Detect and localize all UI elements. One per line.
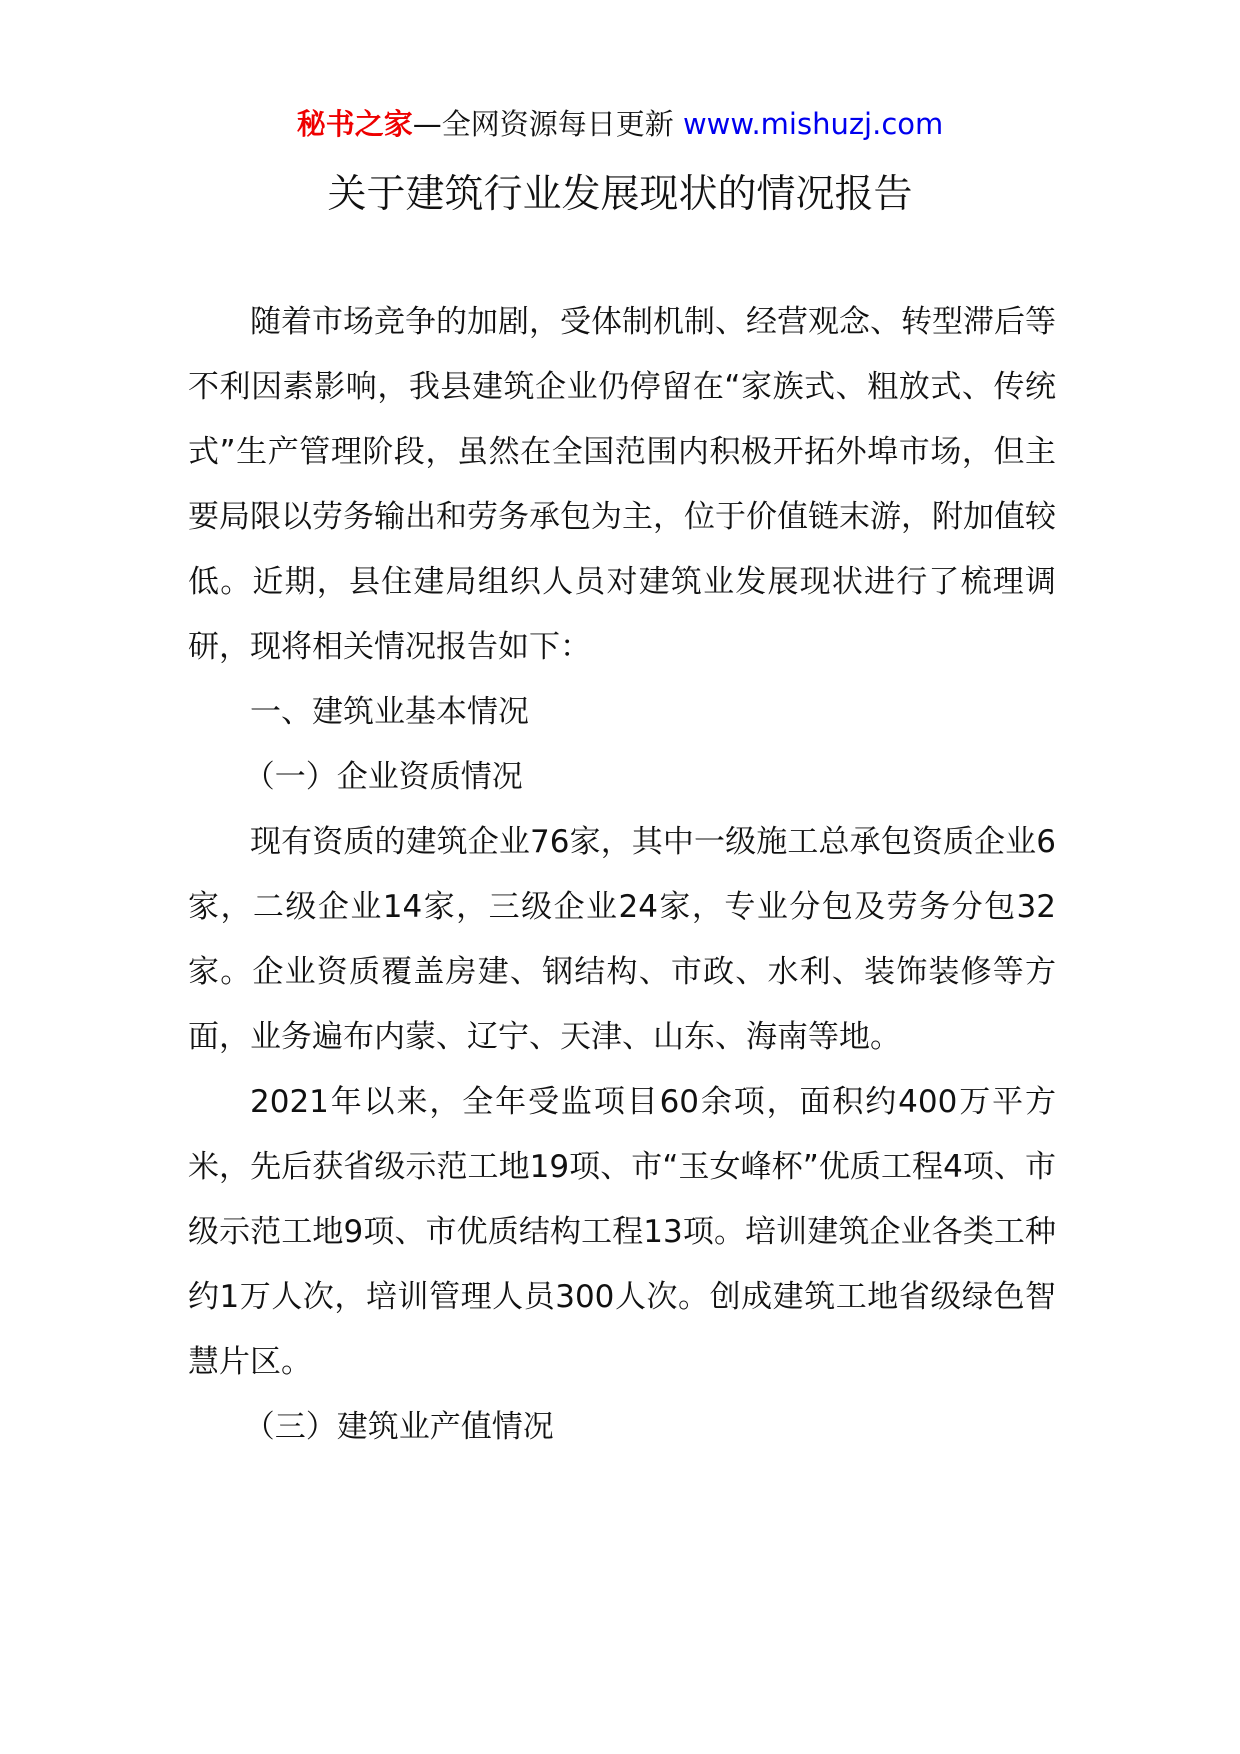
document-title: 关于建筑行业发展现状的情况报告 (327, 172, 913, 217)
site-url-link[interactable]: www.mishuzj.com (682, 107, 944, 141)
site-header (0, 104, 1240, 144)
brand-name: 秘书之家 (296, 107, 413, 141)
intro-paragraph: 随着市场竞争的加剧，受体制机制、经营观念、转型滞后等不利因素影响，我县建筑企业仍停留在“家族式、粗放式、传统式”生产管理阶段，虽然在全国范围内积极开拓外埠市场，但主要局限以劳务输出和劳务承包为主，位于价值链末游，附加值较低。近期，县住建局组织人员对建筑业发展现状进行了梳理调研，现将相关情况报告如下： (188, 304, 1056, 665)
document-body (188, 290, 1056, 1460)
section-heading-basic-situation: 一、建筑业基本情况 (250, 694, 529, 730)
projects-paragraph: 2021年以来，全年受监项目60余项，面积约400万平方米，先后获省级示范工地19项、市“玉女峰杯”优质工程4项、市级示范工地9项、市优质结构工程13项。培训建筑企业各类工种约1万人次，培训管理人员300人次。创成建筑工地省级绿色智慧片区。 (188, 1084, 1056, 1380)
qualification-paragraph: 现有资质的建筑企业76家，其中一级施工总承包资质企业6家，二级企业14家，三级企业24家，专业分包及劳务分包32家。企业资质覆盖房建、钢结构、市政、水利、装饰装修等方面，业务遍布内蒙、辽宁、天津、山东、海南等地。 (188, 824, 1056, 1055)
subsection-heading-qualification: （一）企业资质情况 (243, 759, 523, 795)
header-slogan: —全网资源每日更新 (412, 107, 674, 141)
subsection-heading-output-value: （三）建筑业产值情况 (243, 1409, 554, 1445)
